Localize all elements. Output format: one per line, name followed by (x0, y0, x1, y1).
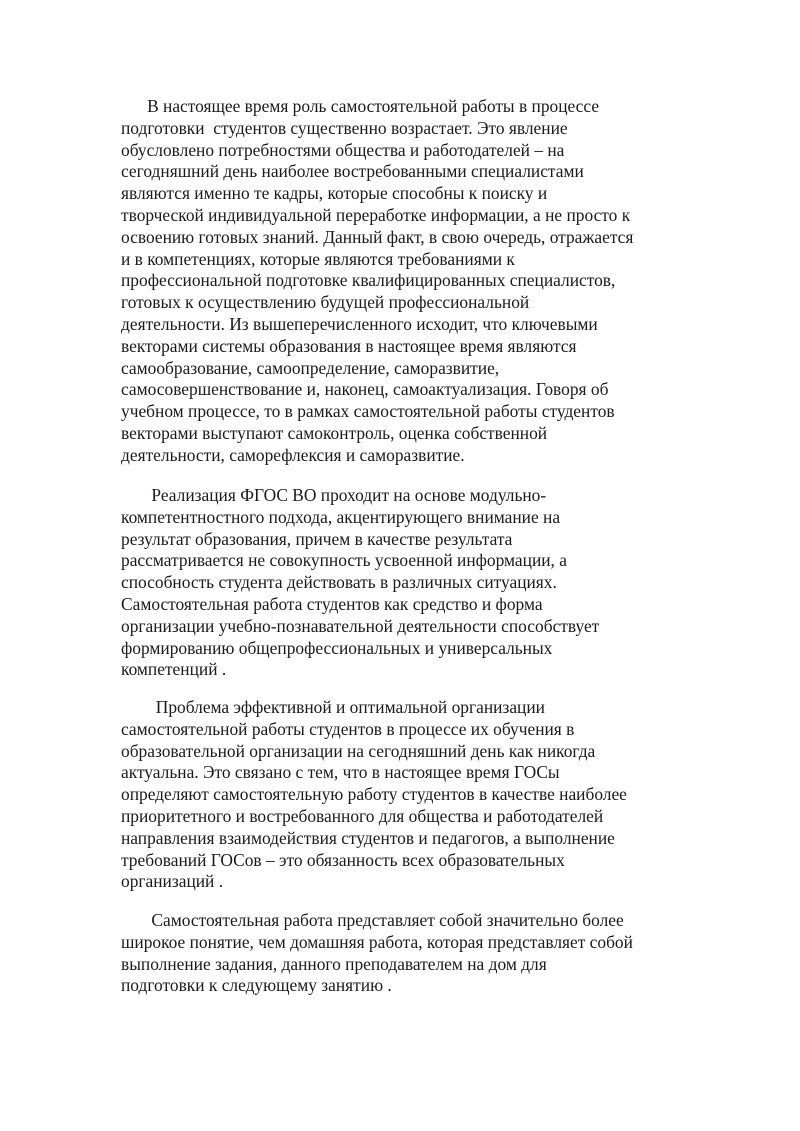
paragraph-1 (121, 96, 693, 467)
text-line: способность студента действовать в различных ситуациях. (121, 572, 557, 593)
text-line: В настоящее время роль самостоятельной работы в процессе (121, 96, 600, 116)
text-line: векторами системы образования в настоящее время являются (121, 335, 577, 356)
text-line: актуальна. Это связано с тем, что в настоящее время ГОСы (121, 762, 560, 783)
text-line: профессиональной подготовке квалифицированных специалистов, (121, 270, 616, 291)
text-line: образовательной организации на сегодняшний день как никогда (121, 740, 596, 761)
text-line: приоритетного и востребованного для общества и работодателей (121, 805, 604, 826)
text-line: Самостоятельная работа представляет собой значительно более (121, 910, 624, 930)
text-line: деятельности, саморефлексия и саморазвитие. (121, 444, 465, 465)
text-line: рассматривается не совокупность усвоенной информации, а (121, 550, 567, 571)
text-line: самостоятельной работы студентов в процессе их обучения в (121, 718, 575, 739)
text-line: компетентностного подхода, акцентирующего внимание на (121, 506, 561, 527)
text-line: освоению готовых знаний. Данный факт, в свою очередь, отражается (121, 226, 634, 247)
text-line: сегодняшний день наиболее востребованными специалистами (121, 161, 584, 182)
text-line: Самостоятельная работа студентов как средство и форма (121, 593, 543, 614)
text-line: выполнение задания, данного преподавателем на дом для (121, 953, 547, 974)
paragraph-2 (121, 485, 693, 681)
text-line: являются именно те кадры, которые способны к поиску и (121, 183, 548, 204)
text-line: подготовки к следующему занятию . (121, 975, 392, 996)
text-line: организации учебно-познавательной деятельности способствует (121, 615, 600, 636)
text-line: Проблема эффективной и оптимальной организации (121, 697, 545, 717)
text-line: обусловлено потребностями общества и работодателей – на (121, 139, 565, 160)
text-line: векторами выступают самоконтроль, оценка собственной (121, 422, 548, 443)
text-line: самосовершенствование и, наконец, самоактуализация. Говоря об (121, 379, 609, 400)
paragraph-3 (121, 697, 693, 893)
text-line: самообразование, самоопределение, саморазвитие, (121, 357, 500, 378)
text-line: результат образования, причем в качестве результата (121, 528, 513, 549)
text-line: организаций . (121, 871, 224, 892)
text-line: Реализация ФГОС ВО проходит на основе модульно- (121, 485, 547, 505)
text-line: требований ГОСов – это обязанность всех образовательных (121, 849, 565, 870)
text-line: творческой индивидуальной переработке информации, а не просто к (121, 204, 631, 225)
text-line: компетенций . (121, 659, 227, 680)
paragraph-4 (121, 910, 693, 997)
text-line: направления взаимодействия студентов и педагогов, а выполнение (121, 827, 615, 848)
text-line: деятельности. Из вышеперечисленного исходит, что ключевыми (121, 313, 598, 334)
text-line: готовых к осуществлению будущей профессиональной (121, 292, 530, 313)
text-line: формированию общепрофессиональных и универсальных (121, 637, 553, 658)
text-line: широкое понятие, чем домашняя работа, которая представляет собой (121, 931, 633, 952)
text-line: учебном процессе, то в рамках самостоятельной работы студентов (121, 401, 615, 422)
text-line: и в компетенциях, которые являются требованиями к (121, 248, 515, 269)
text-line: подготовки студентов существенно возрастает. Это явление (121, 117, 568, 138)
text-line: определяют самостоятельную работу студентов в качестве наиболее (121, 784, 627, 805)
